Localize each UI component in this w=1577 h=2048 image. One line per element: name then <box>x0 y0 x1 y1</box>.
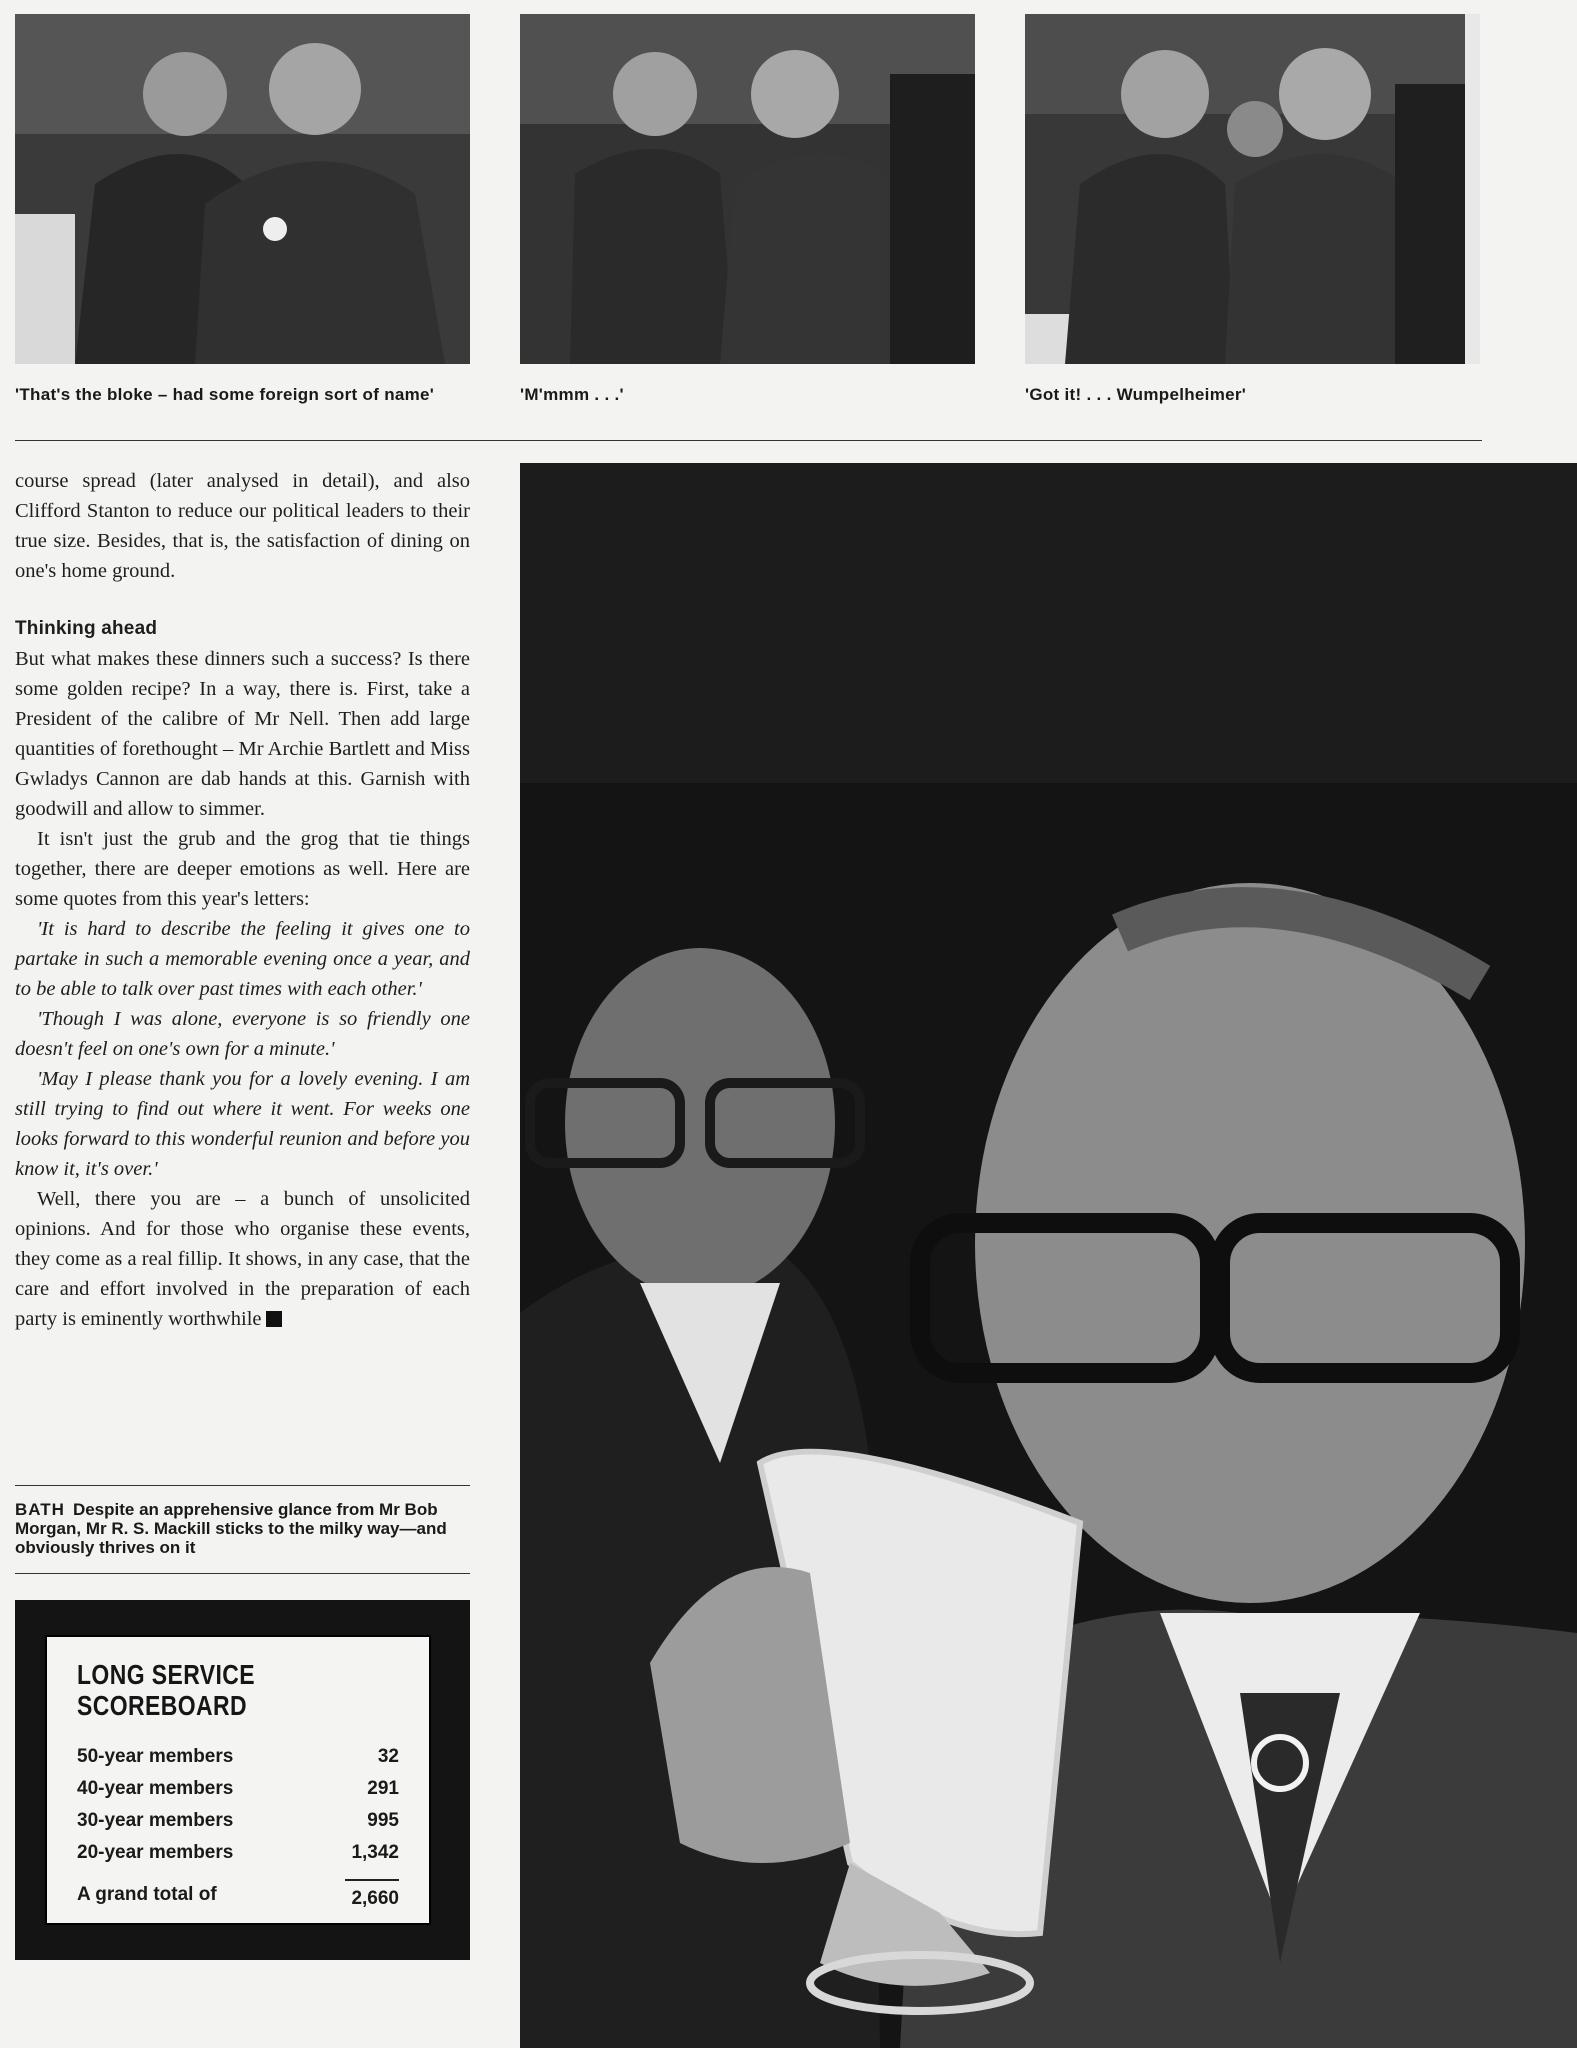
section-heading: Thinking ahead <box>15 618 158 639</box>
article-paragraph: course spread (later analysed in detail), and also Clifford Stanton to reduce our political leaders to their true size. Besides, that is, the satisfaction of dining on one's home ground. <box>15 470 470 582</box>
total-label: A grand total of <box>77 1884 217 1905</box>
scoreboard-row <box>77 1805 399 1837</box>
caption-top-right: 'Got it! . . . Wumpelheimer' <box>1025 385 1247 404</box>
letter-quote: 'Though I was alone, everyone is so friendly one doesn't feel on one's own for a minute.' <box>15 1008 470 1060</box>
scoreboard-title-line1: LONG SERVICE <box>77 1659 256 1690</box>
article-closing-text: Well, there you are – a bunch of unsolicited opinions. And for those who organise these events, they come as a real fillip. It shows, in any case, that the care and effort involved in the preparation of each party is eminently worthwhile <box>15 1188 470 1330</box>
caption-top-middle: 'M'mmm . . .' <box>520 385 624 404</box>
row-value: 291 <box>367 1778 399 1799</box>
long-service-scoreboard <box>45 1635 431 1925</box>
article-paragraph: It isn't just the grub and the grog that tie things together, there are deeper emotions as well. Here are some quotes from this year's letters: <box>15 828 470 910</box>
row-label: 20-year members <box>77 1842 234 1863</box>
scoreboard-frame <box>15 1600 470 1960</box>
scoreboard-row <box>77 1837 399 1869</box>
row-label: 40-year members <box>77 1778 234 1799</box>
row-label: 50-year members <box>77 1746 234 1767</box>
caption-text: Despite an apprehensive glance from Mr Bob Morgan, Mr R. S. Mackill sticks to the milky way—and obviously thrives on it <box>15 1500 447 1557</box>
scoreboard-title <box>77 1659 394 1721</box>
end-mark-icon <box>266 1311 282 1327</box>
caption-place: BATH <box>15 1500 65 1519</box>
scoreboard-row <box>77 1773 399 1805</box>
letter-quote: 'May I please thank you for a lovely evening. I am still trying to find out where it went. For weeks one looks forward to this wonderful reunion and before you know it, it's over.' <box>15 1068 470 1180</box>
caption-divider-top <box>15 1485 470 1486</box>
caption-top-left: 'That's the bloke – had some foreign sort of name' <box>15 385 435 404</box>
scoreboard-title-line2: SCOREBOARD <box>77 1690 247 1721</box>
photo-top-right <box>1025 14 1480 364</box>
scoreboard-row <box>77 1741 399 1773</box>
bath-photo-caption <box>15 1500 470 1557</box>
article-paragraph <box>15 1184 470 1334</box>
scoreboard-total <box>77 1879 399 1915</box>
article-paragraph: But what makes these dinners such a success? Is there some golden recipe? In a way, there is. First, take a President of the calibre of Mr Nell. Then add large quantities of forethought – Mr Archie Bartlett and Miss Gwladys Cannon are dab hands at this. Garnish with goodwill and allow to simmer. <box>15 648 470 820</box>
row-value: 1,342 <box>351 1842 399 1863</box>
letter-quote: 'It is hard to describe the feeling it gives one to partake in such a memorable evening once a year, and to be able to talk over past times with each other.' <box>15 918 470 1000</box>
total-value: 2,660 <box>345 1879 399 1915</box>
photo-top-middle <box>520 14 975 364</box>
photo-top-left <box>15 14 470 364</box>
row-label: 30-year members <box>77 1810 234 1831</box>
row-value: 32 <box>377 1746 399 1767</box>
photo-bath-milk-drinker <box>520 463 1577 2048</box>
top-divider <box>15 440 1482 441</box>
caption-divider-bottom <box>15 1573 470 1574</box>
article-body <box>15 466 470 1334</box>
row-value: 995 <box>367 1810 399 1831</box>
